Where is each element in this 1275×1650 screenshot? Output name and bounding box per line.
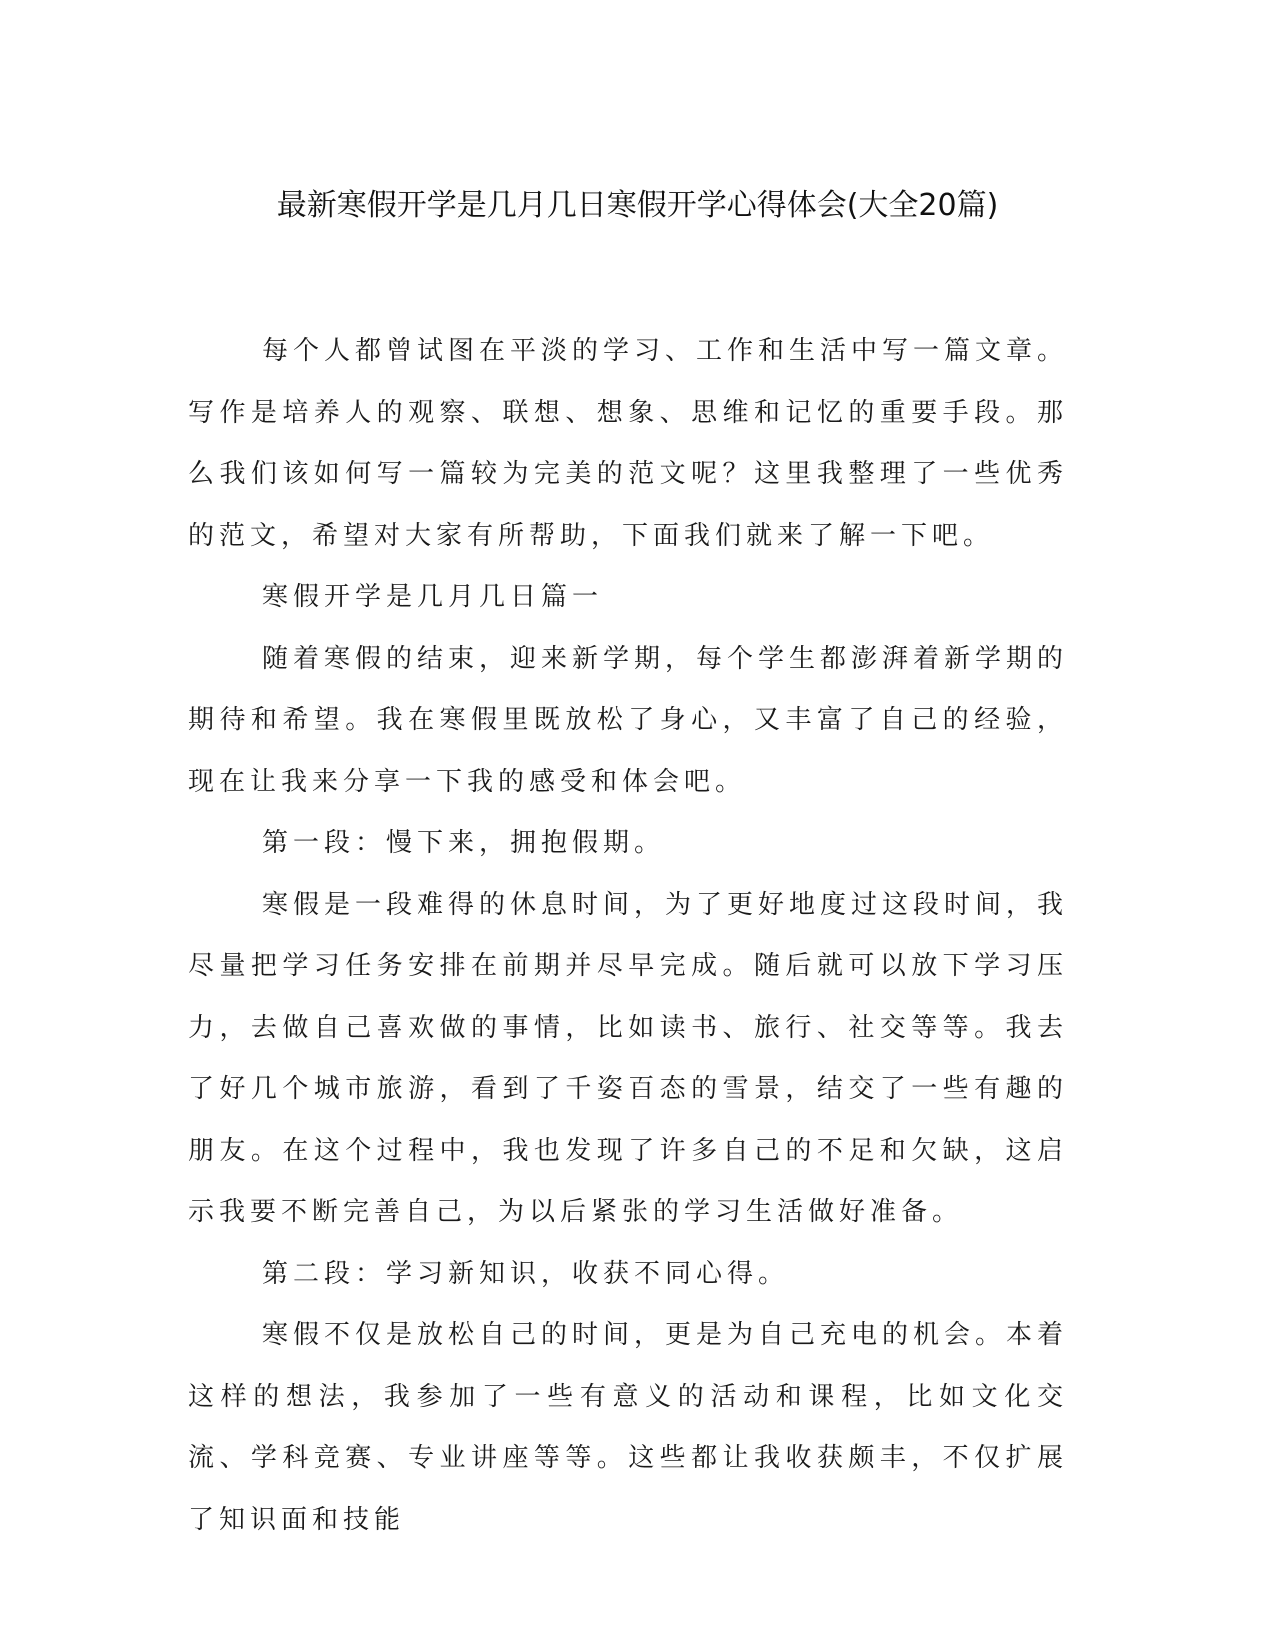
document-body <box>188 321 1068 1551</box>
body-paragraph: 寒假是一段难得的休息时间，为了更好地度过这段时间，我尽量把学习任务安排在前期并尽早完成。随后就可以放下学习压力，去做自己喜欢做的事情，比如读书、旅行、社交等等。我去了好几个城市旅游，看到了千姿百态的雪景，结交了一些有趣的朋友。在这个过程中，我也发现了许多自己的不足和欠缺，这启示我要不断完善自己，为以后紧张的学习生活做好准备。 <box>188 889 1069 1227</box>
document-title: 最新寒假开学是几月几日寒假开学心得体会(大全20篇) <box>276 188 999 223</box>
body-paragraph: 寒假不仅是放松自己的时间，更是为自己充电的机会。本着这样的想法，我参加了一些有意义的活动和课程，比如文化交流、学科竞赛、专业讲座等等。这些都让我收获颇丰，不仅扩展了知识面和技能 <box>188 1320 1069 1535</box>
intro-paragraph: 每个人都曾试图在平淡的学习、工作和生活中写一篇文章。写作是培养人的观察、联想、想象、思维和记忆的重要手段。那么我们该如何写一篇较为完美的范文呢？这里我整理了一些优秀的范文，希望对大家有所帮助，下面我们就来了解一下吧。 <box>188 336 1069 551</box>
body-paragraph: 随着寒假的结束，迎来新学期，每个学生都澎湃着新学期的期待和希望。我在寒假里既放松了身心，又丰富了自己的经验，现在让我来分享一下我的感受和体会吧。 <box>188 643 1069 797</box>
subsection-heading: 第二段：学习新知识，收获不同心得。 <box>262 1258 790 1289</box>
section-heading: 寒假开学是几月几日篇一 <box>262 582 604 612</box>
subsection-heading: 第一段：慢下来，拥抱假期。 <box>262 828 666 858</box>
